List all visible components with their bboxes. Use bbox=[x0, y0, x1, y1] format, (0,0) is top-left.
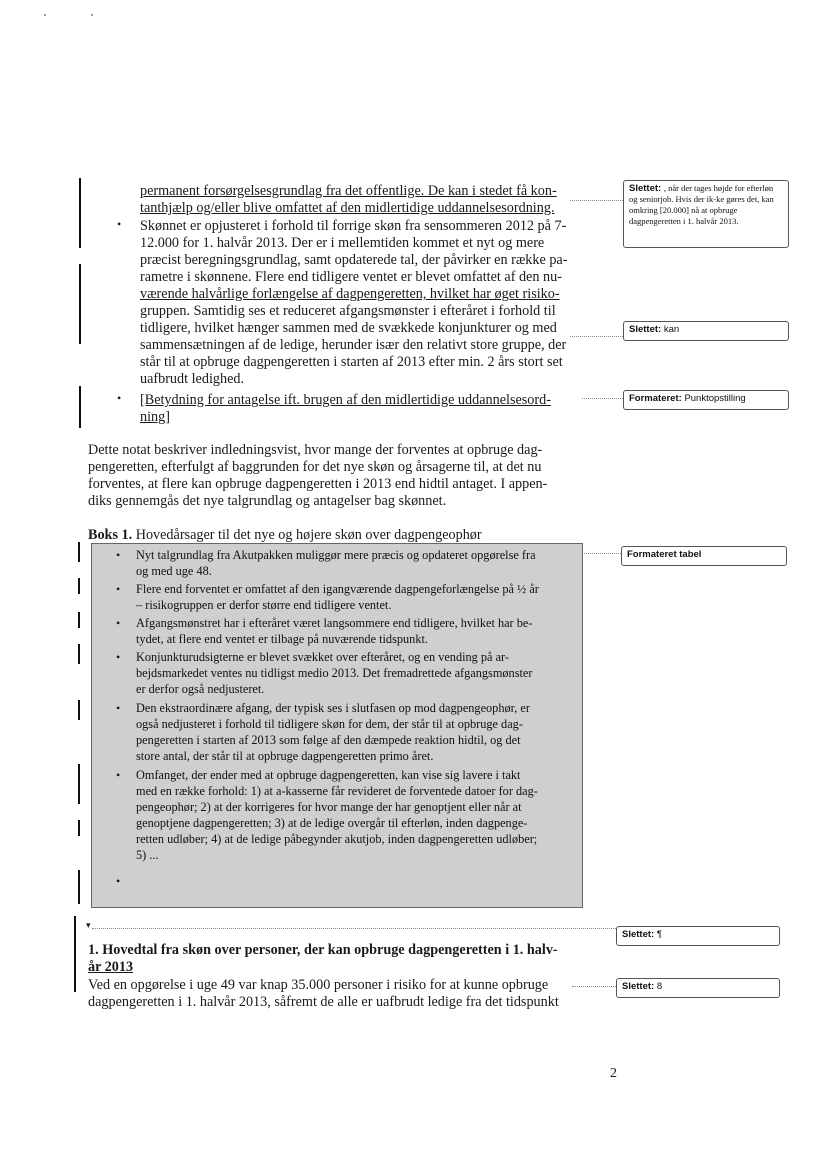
comment-balloon[interactable] bbox=[623, 180, 789, 248]
intro-line: Dette notat beskriver indledningsvist, hvor mange der forventes at opbruge dag- bbox=[88, 442, 543, 458]
box-line: retten udløber; 4) at de ledige påbegynder akutjob, inden dagpengeretten udløber; bbox=[136, 832, 538, 846]
comment-text: 8 bbox=[656, 981, 663, 992]
box-title: Hovedårsager til det nye og højere skøn over dagpengeophør bbox=[135, 527, 482, 543]
box-line: pengeretten i starten af 2013 som følge af den dæmpede reaktion hidtil, og det bbox=[136, 733, 521, 747]
intro-line: forventes, at flere kan opbruge dagpengeretten i 2013 end hidtil antaget. I appen- bbox=[88, 476, 548, 492]
bullet-line: tidligere, hvilket hænger sammen med de svækkede konjunkturer og med bbox=[140, 320, 557, 336]
comment-text: ¶ bbox=[656, 929, 662, 940]
box-label: Boks 1. bbox=[88, 527, 133, 543]
comment-label: Slettet: bbox=[629, 183, 662, 194]
section-heading: år 2013 bbox=[88, 959, 134, 975]
change-bar bbox=[74, 916, 76, 992]
change-bar bbox=[78, 612, 80, 628]
scan-mark bbox=[91, 14, 93, 16]
paragraph-line: permanent forsørgelsesgrundlag fra det offentlige. De kan i stedet få kon- bbox=[140, 183, 557, 199]
box-line: Konjunkturudsigterne er blevet svækket over efteråret, og en vending på ar- bbox=[136, 650, 509, 664]
bullet-line: ning] bbox=[140, 409, 170, 425]
box-bullet: • bbox=[116, 616, 121, 630]
box-bullet: • bbox=[116, 650, 121, 664]
intro-line: pengeretten, efterfulgt af baggrunden for det nye skøn og årsagerne til, at det nu bbox=[88, 459, 542, 475]
bullet-line: uafbrudt ledighed. bbox=[140, 371, 245, 387]
box-bullet: • bbox=[116, 582, 121, 596]
comment-text: kan bbox=[663, 324, 680, 335]
comment-label: Slettet: bbox=[629, 324, 662, 335]
intro-line: diks gennemgås det nye talgrundlag og antagelser bag skønnet. bbox=[88, 493, 447, 509]
comment-connector bbox=[572, 986, 616, 987]
box-line: Flere end forventet er omfattet af den igangværende dagpengeforlængelse på ½ år bbox=[136, 582, 539, 596]
change-bar bbox=[78, 542, 80, 562]
comment-connector bbox=[582, 398, 623, 399]
comment-balloon[interactable] bbox=[616, 926, 780, 946]
box-bullet: • bbox=[116, 701, 121, 715]
comment-connector bbox=[570, 200, 623, 201]
box-line: store antal, der står til at opbruge dagpengeretten primo året. bbox=[136, 749, 434, 763]
change-bar bbox=[78, 820, 80, 836]
comment-balloon[interactable] bbox=[621, 546, 787, 566]
box-bullet: • bbox=[116, 768, 121, 782]
bullet-line: Skønnet er opjusteret i forhold til forrige skøn fra sensommeren 2012 på 7- bbox=[140, 218, 567, 234]
box-line: 5) ... bbox=[136, 848, 159, 862]
bullet-line: står til at opbruge dagpengeretten i starten af 2013 efter min. 2 års stort set bbox=[140, 354, 563, 370]
change-bar bbox=[78, 764, 80, 804]
box-line: bejdsmarkedet ventes nu tidligst medio 2013. Det fremadrettede afgangsmønster bbox=[136, 666, 533, 680]
comment-connector bbox=[584, 553, 621, 554]
bullet-line: gruppen. Samtidig ses et reduceret afgangsmønster i efteråret i forhold til bbox=[140, 303, 556, 319]
comment-label: Slettet: bbox=[622, 929, 655, 940]
section-body-line: Ved en opgørelse i uge 49 var knap 35.000 personer i risiko for at kunne opbruge bbox=[88, 977, 549, 993]
box-line: – risikogruppen er derfor større end tidligere ventet. bbox=[136, 598, 392, 612]
bullet-marker: • bbox=[117, 217, 122, 231]
comment-text: , når der tages højde for efterløn og seniorjob. Hvis der ik-ke gøres det, kan omkring [20.000] nå at opbruge dagpengeretten i 1. halvår 2013. bbox=[629, 183, 774, 226]
box-line: genoptjene dagpengeretten; 3) at de ledige overgår til efterløn, inden dagpenge- bbox=[136, 816, 528, 830]
box-line: er derfor også nedjusteret. bbox=[136, 682, 265, 696]
bullet-line: 12.000 for 1. halvår 2013. Der er i mellemtiden kommet et nyt og mere bbox=[140, 235, 545, 251]
change-bar bbox=[78, 870, 80, 904]
comment-balloon[interactable] bbox=[623, 390, 789, 410]
bullet-line: præcist beregningsgrundlag, samt opdaterede tal, der påvirker en række pa- bbox=[140, 252, 568, 268]
change-bar bbox=[79, 386, 81, 428]
box-line: Den ekstraordinære afgang, der typisk ses i slutfasen op mod dagpengeophør, er bbox=[136, 701, 530, 715]
comment-label: Formateret: bbox=[629, 393, 682, 404]
comment-connector bbox=[92, 928, 616, 929]
bullet-marker: • bbox=[117, 391, 122, 405]
section-body-line: dagpengeretten i 1. halvår 2013, såfremt de alle er uafbrudt ledige fra det tidspunkt bbox=[88, 994, 559, 1010]
box-line: Nyt talgrundlag fra Akutpakken muliggør mere præcis og opdateret opgørelse fra bbox=[136, 548, 536, 562]
comment-label: Formateret tabel bbox=[627, 549, 702, 560]
box-bullet: • bbox=[116, 548, 121, 562]
comment-balloon[interactable] bbox=[623, 321, 789, 341]
change-bar bbox=[79, 178, 81, 248]
box-heading bbox=[88, 527, 482, 543]
change-bar bbox=[78, 578, 80, 594]
change-bar bbox=[79, 264, 81, 344]
bullet-line: sammensætningen af de ledige, herunder især den relativt store gruppe, der bbox=[140, 337, 567, 353]
box-line: også nedjusteret i forhold til tidligere skøn for dem, der står til at opbruge dag- bbox=[136, 717, 523, 731]
box-line: Omfanget, der ender med at opbruge dagpengeretten, kan vise sig lavere i takt bbox=[136, 768, 521, 782]
bullet-line: [Betydning for antagelse ift. brugen af den midlertidige uddannelsesord- bbox=[140, 392, 551, 408]
scan-mark bbox=[44, 14, 46, 16]
paragraph-line: tanthjælp og/eller blive omfattet af den midlertidige uddannelsesordning. bbox=[140, 200, 555, 216]
bullet-line: rametre i skønnene. Flere end tidligere ventet er blevet omfattet af den nu- bbox=[140, 269, 562, 285]
change-bar bbox=[78, 644, 80, 664]
comment-label: Slettet: bbox=[622, 981, 655, 992]
box-line: med en række forhold: 1) at a-kasserne får revideret de forventede datoer for dag- bbox=[136, 784, 538, 798]
box-line: og med uge 48. bbox=[136, 564, 212, 578]
box-line: Afgangsmønstret har i efteråret været langsommere end tidligere, hvilket har be- bbox=[136, 616, 533, 630]
pilcrow-mark: ▾ bbox=[86, 920, 91, 930]
box-line: pengeophør; 2) at der korrigeres for hvor mange der har genoptjent eller når at bbox=[136, 800, 522, 814]
comment-balloon[interactable] bbox=[616, 978, 780, 998]
page-number: 2 bbox=[610, 1066, 617, 1081]
comment-text: Punktopstilling bbox=[684, 393, 746, 404]
box-bullet: • bbox=[116, 874, 121, 888]
section-heading: 1. Hovedtal fra skøn over personer, der kan opbruge dagpengeretten i 1. halv- bbox=[88, 942, 558, 958]
box-line: tydet, at flere end ventet er tilbage på nuværende tidspunkt. bbox=[136, 632, 428, 646]
change-bar bbox=[78, 700, 80, 720]
comment-connector bbox=[570, 336, 623, 337]
bullet-line: værende halvårlige forlængelse af dagpengeretten, hvilket har øget risiko- bbox=[140, 286, 560, 302]
